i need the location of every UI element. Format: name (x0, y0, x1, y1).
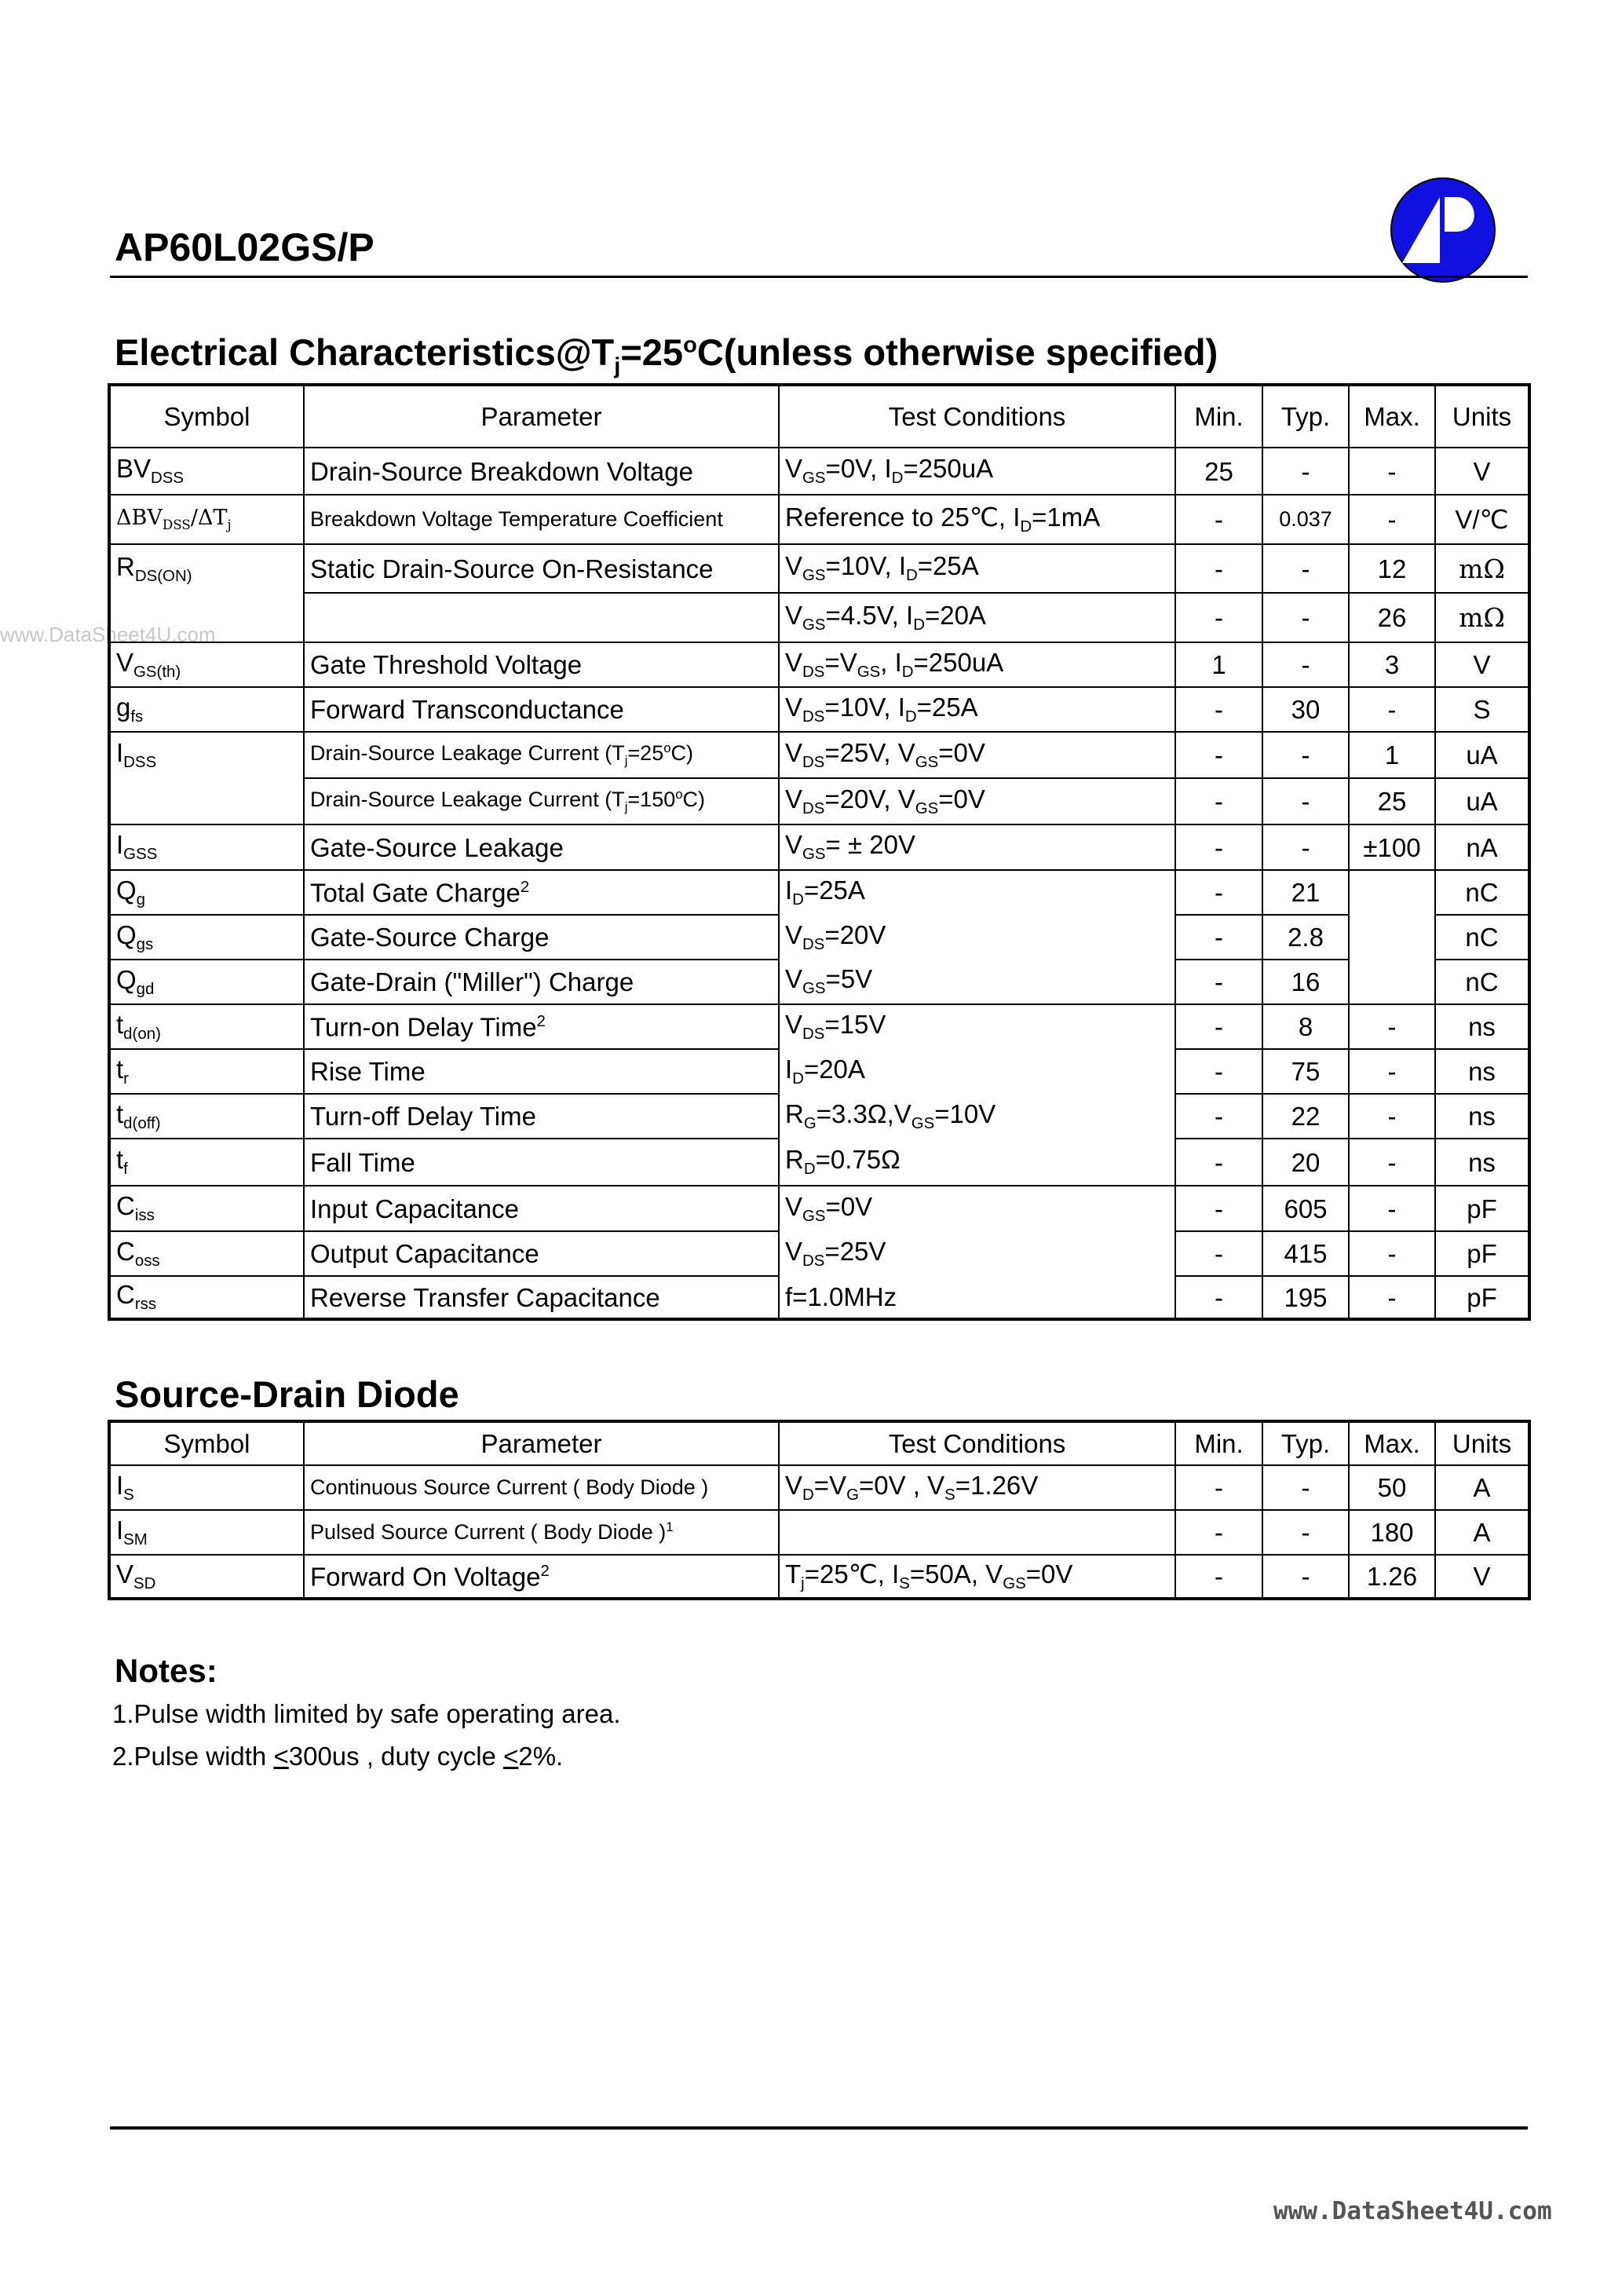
condition-cell: $V_{GS}= \pm 20V$ (779, 824, 1175, 870)
max-cell: - (1349, 1231, 1435, 1276)
col-header: Min. (1175, 1421, 1262, 1465)
watermark: www.DataSheet4U.com (0, 623, 216, 646)
unit-cell: nC (1435, 915, 1529, 960)
parameter-cell: Total Gate Charge$^2$ (304, 870, 779, 915)
min-cell: - (1175, 1231, 1262, 1276)
min-cell: - (1175, 544, 1262, 593)
unit-cell: mΩ (1435, 593, 1529, 642)
condition-cell: $V_{DS}=V_{GS}$, $I_D=250uA$ (779, 642, 1175, 687)
table-row (109, 642, 1529, 687)
condition-cell: $V_{DS}=25V$, $V_{GS}=0V$ (779, 732, 1175, 778)
max-cell: 3 (1349, 642, 1435, 687)
table-row (109, 687, 1529, 732)
condition-cell: $I_D=20A$ (779, 1049, 1175, 1094)
table-row (109, 1555, 1529, 1599)
condition-cell: $V_{DS}=20V$ (779, 915, 1175, 960)
max-cell: 26 (1349, 593, 1435, 642)
min-cell: - (1175, 915, 1262, 960)
typ-cell: - (1262, 593, 1349, 642)
typ-cell: 8 (1262, 1004, 1349, 1049)
col-header: Max. (1349, 1421, 1435, 1465)
parameter-cell (304, 593, 779, 642)
condition-cell: Reference to 25℃, $I_D=1mA$ (779, 495, 1175, 544)
symbol-cell: $I_{DSS}$ (109, 732, 304, 778)
symbol-cell: $t_{d(off)}$ (109, 1094, 304, 1139)
parameter-cell: Gate-Drain ("Miller") Charge (304, 960, 779, 1004)
max-cell: - (1349, 1094, 1435, 1139)
symbol-cell: $V_{GS(th)}$ (109, 642, 304, 687)
condition-cell: $V_D=V_G=0V$ , $V_S=1.26V$ (779, 1465, 1175, 1510)
table-row (109, 1465, 1529, 1510)
parameter-cell: Fall Time (304, 1139, 779, 1186)
symbol-cell (109, 778, 304, 824)
min-cell: - (1175, 824, 1262, 870)
condition-cell: $R_G=3.3\Omega,V_{GS}=10V$ (779, 1094, 1175, 1139)
min-cell: - (1175, 778, 1262, 824)
electrical-characteristics-title: Electrical $Characteristics@T_j=25^oC(unless$ otherwise specified) (115, 331, 1218, 379)
table-row (109, 1186, 1529, 1231)
condition-cell: $V_{GS}=0V$, $I_D=250uA$ (779, 448, 1175, 495)
unit-cell: uA (1435, 778, 1529, 824)
min-cell: - (1175, 1186, 1262, 1231)
table-row (109, 1276, 1529, 1319)
table-row (109, 870, 1529, 915)
typ-cell: 21 (1262, 870, 1349, 915)
typ-cell: - (1262, 544, 1349, 593)
typ-cell: - (1262, 642, 1349, 687)
typ-cell: - (1262, 1465, 1349, 1510)
condition-cell: $T_j=25℃$, $I_S=50A$, $V_{GS}=0V$ (779, 1555, 1175, 1599)
min-cell: - (1175, 1555, 1262, 1599)
unit-cell: mΩ (1435, 544, 1529, 593)
header-rule (110, 276, 1528, 278)
parameter-cell: Gate Threshold Voltage (304, 642, 779, 687)
typ-cell: 415 (1262, 1231, 1349, 1276)
min-cell: 25 (1175, 448, 1262, 495)
unit-cell: ns (1435, 1094, 1529, 1139)
typ-cell: 2.8 (1262, 915, 1349, 960)
symbol-cell: $C_{oss}$ (109, 1231, 304, 1276)
max-cell: 180 (1349, 1510, 1435, 1555)
max-cell: - (1349, 495, 1435, 544)
unit-cell: ns (1435, 1139, 1529, 1186)
symbol-cell: $C_{rss}$ (109, 1276, 304, 1319)
symbol-cell (109, 593, 304, 642)
min-cell: - (1175, 1004, 1262, 1049)
condition-cell: $V_{GS}=4.5V$, $I_D=20A$ (779, 593, 1175, 642)
min-cell: - (1175, 732, 1262, 778)
symbol-cell: $I_{GSS}$ (109, 824, 304, 870)
typ-cell: 22 (1262, 1094, 1349, 1139)
min-cell: - (1175, 960, 1262, 1004)
symbol-cell: $BV_{DSS}$ (109, 448, 304, 495)
typ-cell: - (1262, 824, 1349, 870)
parameter-cell: Drain-Source Breakdown Voltage (304, 448, 779, 495)
typ-cell: 20 (1262, 1139, 1349, 1186)
notes-title: Notes: (115, 1652, 217, 1689)
table-row (109, 1231, 1529, 1276)
condition-cell: $V_{DS}=10V$, $I_D=25A$ (779, 687, 1175, 732)
max-cell (1349, 870, 1435, 915)
parameter-cell: Reverse Transfer Capacitance (304, 1276, 779, 1319)
symbol-cell: $V_{SD}$ (109, 1555, 304, 1599)
typ-cell: 16 (1262, 960, 1349, 1004)
symbol-cell: $t_{d(on)}$ (109, 1004, 304, 1049)
col-header: Units (1435, 385, 1529, 448)
typ-cell: - (1262, 778, 1349, 824)
max-cell: - (1349, 1139, 1435, 1186)
col-header: Test Conditions (779, 1421, 1175, 1465)
typ-cell: - (1262, 732, 1349, 778)
parameter-cell: Output Capacitance (304, 1231, 779, 1276)
company-logo (1388, 175, 1498, 285)
symbol-cell: $I_S$ (109, 1465, 304, 1510)
max-cell: 25 (1349, 778, 1435, 824)
parameter-cell: Gate-Source Charge (304, 915, 779, 960)
unit-cell: ns (1435, 1004, 1529, 1049)
symbol-cell: $C_{iss}$ (109, 1186, 304, 1231)
condition-cell: f=1.0MHz (779, 1276, 1175, 1319)
condition-cell: $V_{GS}=10V$, $I_D=25A$ (779, 544, 1175, 593)
table-row (109, 1004, 1529, 1049)
symbol-cell: $I_{SM}$ (109, 1510, 304, 1555)
typ-cell: - (1262, 1555, 1349, 1599)
table-row (109, 732, 1529, 778)
symbol-cell: $R_{DS(ON)}$ (109, 544, 304, 593)
min-cell: - (1175, 593, 1262, 642)
source-drain-diode-table (108, 1420, 1531, 1600)
max-cell: 12 (1349, 544, 1435, 593)
table-row (109, 1139, 1529, 1186)
table-row (109, 778, 1529, 824)
min-cell: - (1175, 1049, 1262, 1094)
min-cell: - (1175, 495, 1262, 544)
col-header: Symbol (109, 1421, 304, 1465)
parameter-cell: Continuous Source Current ( Body Diode ) (304, 1465, 779, 1510)
table-row (109, 1049, 1529, 1094)
parameter-cell: Drain-Source Leakage Current $(T_j=150^oC)$ (304, 778, 779, 824)
unit-cell: pF (1435, 1276, 1529, 1319)
parameter-cell: Forward On Voltage$^2$ (304, 1555, 779, 1599)
parameter-cell: Breakdown Voltage Temperature Coefficient (304, 495, 779, 544)
parameter-cell: Turn-on Delay Time$^2$ (304, 1004, 779, 1049)
table-row (109, 915, 1529, 960)
table-row (109, 544, 1529, 593)
unit-cell: A (1435, 1465, 1529, 1510)
symbol-cell: $Q_{gd}$ (109, 960, 304, 1004)
part-number-title: AP60L02GS/P (115, 225, 374, 269)
unit-cell: nC (1435, 870, 1529, 915)
typ-cell: - (1262, 1510, 1349, 1555)
max-cell: - (1349, 448, 1435, 495)
unit-cell: nA (1435, 824, 1529, 870)
col-header: Typ. (1262, 1421, 1349, 1465)
symbol-cell: $\Delta BV_{DSS}/\Delta T_j$ (109, 495, 304, 544)
parameter-cell: Static Drain-Source On-Resistance (304, 544, 779, 593)
condition-cell: $I_D=25A$ (779, 870, 1175, 915)
electrical-characteristics-table (108, 383, 1531, 1321)
typ-cell: 75 (1262, 1049, 1349, 1094)
condition-cell: $V_{GS}=0V$ (779, 1186, 1175, 1231)
typ-cell: 605 (1262, 1186, 1349, 1231)
min-cell: 1 (1175, 642, 1262, 687)
unit-cell: nC (1435, 960, 1529, 1004)
symbol-cell: $t_f$ (109, 1139, 304, 1186)
max-cell: - (1349, 1186, 1435, 1231)
col-header: Units (1435, 1421, 1529, 1465)
unit-cell: V (1435, 642, 1529, 687)
unit-cell: pF (1435, 1231, 1529, 1276)
col-header: Parameter (304, 385, 779, 448)
condition-cell: $R_D=0.75\Omega$ (779, 1139, 1175, 1186)
unit-cell: V/℃ (1435, 495, 1529, 544)
max-cell: - (1349, 1004, 1435, 1049)
table-header-row (109, 385, 1529, 448)
table-row (109, 960, 1529, 1004)
col-header: Typ. (1262, 385, 1349, 448)
min-cell: - (1175, 1276, 1262, 1319)
min-cell: - (1175, 687, 1262, 732)
max-cell: - (1349, 687, 1435, 732)
min-cell: - (1175, 1139, 1262, 1186)
table-row (109, 824, 1529, 870)
parameter-cell: Turn-off Delay Time (304, 1094, 779, 1139)
col-header: Max. (1349, 385, 1435, 448)
condition-cell (779, 1510, 1175, 1555)
condition-cell: $V_{GS}=5V$ (779, 960, 1175, 1004)
parameter-cell: Forward Transconductance (304, 687, 779, 732)
max-cell: - (1349, 1276, 1435, 1319)
min-cell: - (1175, 870, 1262, 915)
unit-cell: pF (1435, 1186, 1529, 1231)
col-header: Symbol (109, 385, 304, 448)
symbol-cell: $Q_{gs}$ (109, 915, 304, 960)
condition-cell: $V_{DS}=20V$, $V_{GS}=0V$ (779, 778, 1175, 824)
max-cell: 1 (1349, 732, 1435, 778)
footer-url: www.DataSheet4U.com (1273, 2197, 1552, 2225)
typ-cell: 195 (1262, 1276, 1349, 1319)
symbol-cell: $t_r$ (109, 1049, 304, 1094)
table-row (109, 1510, 1529, 1555)
max-cell (1349, 915, 1435, 960)
symbol-cell: $g_{fs}$ (109, 687, 304, 732)
parameter-cell: Gate-Source Leakage (304, 824, 779, 870)
unit-cell: V (1435, 448, 1529, 495)
condition-cell: $V_{DS}=25V$ (779, 1231, 1175, 1276)
max-cell: 1.26 (1349, 1555, 1435, 1599)
typ-cell: 30 (1262, 687, 1349, 732)
note-1: 1.Pulse width limited by safe operating area. (112, 1699, 621, 1728)
unit-cell: V (1435, 1555, 1529, 1599)
symbol-cell: $Q_g$ (109, 870, 304, 915)
table-row (109, 1094, 1529, 1139)
max-cell (1349, 960, 1435, 1004)
col-header: Min. (1175, 385, 1262, 448)
note-2: 2.Pulse width <300us , duty cycle <2%. (112, 1742, 564, 1771)
unit-cell: uA (1435, 732, 1529, 778)
min-cell: - (1175, 1094, 1262, 1139)
unit-cell: A (1435, 1510, 1529, 1555)
footer-rule (110, 2126, 1528, 2130)
max-cell: ±100 (1349, 824, 1435, 870)
table-header-row (109, 1421, 1529, 1465)
parameter-cell: Pulsed Source Current ( Body Diode )$^1$ (304, 1510, 779, 1555)
parameter-cell: Input Capacitance (304, 1186, 779, 1231)
parameter-cell: Drain-Source Leakage Current $(T_j=25^oC)$ (304, 732, 779, 778)
typ-cell: - (1262, 448, 1349, 495)
source-drain-diode-title: Source-Drain Diode (115, 1373, 459, 1415)
typ-cell: 0.037 (1262, 495, 1349, 544)
table-row (109, 495, 1529, 544)
unit-cell: ns (1435, 1049, 1529, 1094)
col-header: Parameter (304, 1421, 779, 1465)
min-cell: - (1175, 1510, 1262, 1555)
max-cell: 50 (1349, 1465, 1435, 1510)
col-header: Test Conditions (779, 385, 1175, 448)
unit-cell: S (1435, 687, 1529, 732)
parameter-cell: Rise Time (304, 1049, 779, 1094)
condition-cell: $V_{DS}=15V$ (779, 1004, 1175, 1049)
min-cell: - (1175, 1465, 1262, 1510)
table-row (109, 448, 1529, 495)
table-row (109, 593, 1529, 642)
max-cell: - (1349, 1049, 1435, 1094)
